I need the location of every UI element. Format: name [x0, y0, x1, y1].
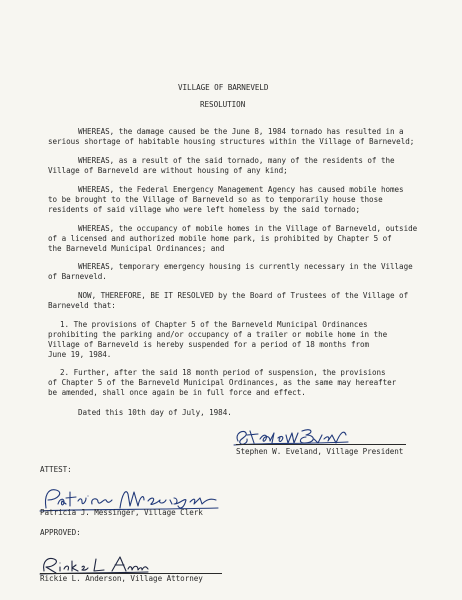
- item-1-line-4: June 19, 1984.: [48, 350, 112, 359]
- approved-label: APPROVED:: [40, 528, 81, 537]
- whereas-4-line-1: WHEREAS, the occupancy of mobile homes in the Village of Barneveld, outside: [78, 224, 418, 233]
- resolved-line-2: Barneveld that:: [48, 301, 116, 310]
- item-1-line-2: prohibiting the parking and/or occupancy of a trailer or mobile home in the: [48, 330, 388, 339]
- item-2-line-1: 2. Further, after the said 18 month period of suspension, the provisions: [60, 368, 386, 377]
- whereas-2-line-1: WHEREAS, as a result of the said tornado, many of the residents of the: [78, 156, 395, 165]
- attorney-name: Rickie L. Anderson, Village Attorney: [40, 574, 203, 583]
- document-title: VILLAGE OF BARNEVELD: [178, 83, 269, 92]
- whereas-3-line-3: residents of said village who were left homeless by the said tornado;: [48, 205, 361, 214]
- item-2-line-2: of Chapter 5 of the Barneveld Municipal Ordinances, as the same may hereafter: [48, 378, 397, 387]
- whereas-5-line-2: of Barneveld.: [48, 272, 107, 281]
- whereas-1-line-1: WHEREAS, the damage caused be the June 8, 1984 tornado has resulted in a: [78, 127, 404, 136]
- whereas-5-line-1: WHEREAS, temporary emergency housing is currently necessary in the Village: [78, 262, 413, 271]
- clerk-name: Patricia J. Messinger, Village Clerk: [40, 508, 203, 517]
- item-1-line-3: Village of Barneveld is hereby suspended for a period of 18 months from: [48, 340, 370, 349]
- dated-line: Dated this 10th day of July, 1984.: [78, 408, 232, 417]
- resolved-line-1: NOW, THEREFORE, BE IT RESOLVED by the Board of Trustees of the Village of: [78, 291, 409, 300]
- whereas-2-line-2: Village of Barneveld are without housing of any kind;: [48, 166, 288, 175]
- whereas-4-line-3: the Barneveld Municipal Ordinances; and: [48, 244, 225, 253]
- whereas-4-line-2: of a licensed and authorized mobile home park, is prohibited by Chapter 5 of: [48, 234, 392, 243]
- attorney-signature: [40, 555, 150, 575]
- whereas-3-line-1: WHEREAS, the Federal Emergency Management Agency has caused mobile homes: [78, 185, 404, 194]
- item-1-line-1: 1. The provisions of Chapter 5 of the Barneveld Municipal Ordinances: [60, 320, 368, 329]
- document-subtitle: RESOLUTION: [200, 100, 246, 109]
- president-name: Stephen W. Eveland, Village President: [236, 447, 404, 456]
- president-signature-line: [236, 444, 406, 445]
- item-2-line-3: be amended, shall once again be in full force and effect.: [48, 388, 306, 397]
- attest-label: ATTEST:: [40, 465, 72, 474]
- whereas-3-line-2: to be brought to the Village of Barneveld so as to temporarily house those: [48, 195, 383, 204]
- whereas-1-line-2: serious shortage of habitable housing structures within the Village of Barneveld;: [48, 137, 415, 146]
